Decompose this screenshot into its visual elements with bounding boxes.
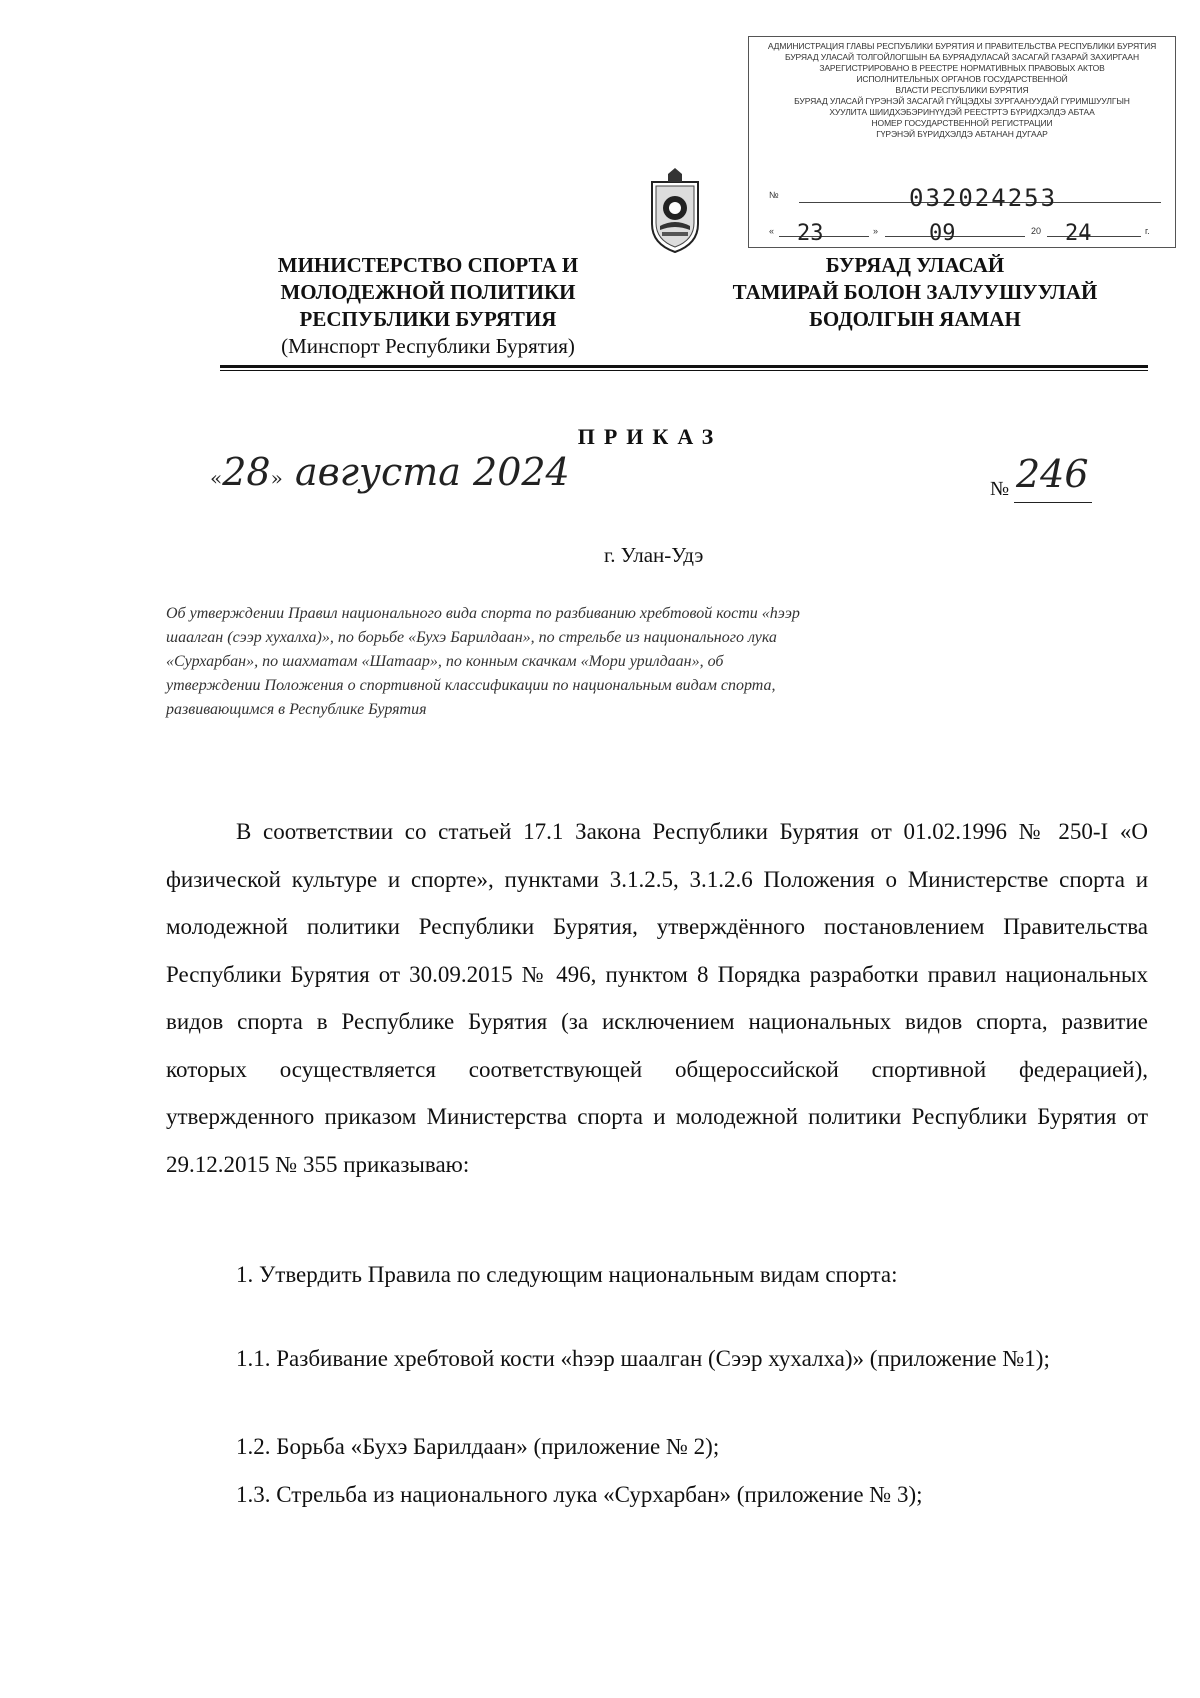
date-day-handwritten: 28	[222, 450, 271, 494]
order-item-1: 1. Утвердить Правила по следующим национальным видам спорта:	[236, 1262, 898, 1287]
stamp-date-year: 24	[1065, 221, 1092, 246]
stamp-line: ГҮРЭНЭЙ БҮРИДХЭЛДЭ АБТАНАН ДУГААР	[876, 129, 1048, 139]
document-subject: Об утверждении Правил национального вида спорта по разбиванию хребтовой кости «һээр шаалган (сээр хухалха)», по борьбе «Бухэ Барилдаан», по стрельбе из национального лука «Сурхарбан», по шахматам «Шатаар», по конным скачкам «Мори урилдаан», об утверждении Положения о спортивной классификации по национальным видам спорта, развивающимся в Республике Бурятия	[166, 605, 800, 718]
stamp-year-underline	[1047, 236, 1141, 237]
ministry-name-line: РЕСПУБЛИКИ БУРЯТИЯ	[299, 307, 557, 331]
stamp-line: ЗАРЕГИСТРИРОВАНО В РЕЕСТРЕ НОРМАТИВНЫХ ПРАВОВЫХ АКТОВ	[819, 63, 1105, 73]
order-item-1-1: 1.1. Разбивание хребтовой кости «һээр шаалган (Сээр хухалха)» (приложение №1);	[236, 1346, 1050, 1371]
stamp-date-open-quote: «	[769, 226, 775, 236]
header-divider-thin	[220, 370, 1148, 371]
document-preamble: В соответствии со статьей 17.1 Закона Республики Бурятия от 01.02.1996 № 250-I «О физической культуре и спорте», пунктами 3.1.2.5, 3.1.2.6 Положения о Министерстве спорта и молодежной политики Республики Бурятия, утверждённого постановлением Правительства Республики Бурятия от 30.09.2015 № 496, пунктом 8 Порядка разработки правил национальных видов спорта в Республике Бурятия (за исключением национальных видов спорта, развитие которых осуществляется соответствующей общероссийской спортивной федерацией), утвержденного приказом Министерства спорта и молодежной политики Республики Бурятия от 29.12.2015 № 355 приказываю:	[166, 819, 1148, 1177]
ministry-name-line: БУРЯАД УЛАСАЙ	[825, 253, 1005, 277]
stamp-line: ВЛАСТИ РЕСПУБЛИКИ БУРЯТИЯ	[895, 85, 1029, 95]
stamp-line: ХУУЛИТА ШИИДХЭБЭРИНҮҮДЭЙ РЕЕСТРТЭ БҮРИДХЭЛДЭ АБТАА	[829, 107, 1095, 117]
stamp-date-close-quote: »	[873, 226, 879, 236]
date-close-quote: »	[270, 466, 283, 490]
stamp-date-year-mark: г.	[1145, 226, 1150, 236]
order-item-1-2: 1.2. Борьба «Бухэ Барилдаан» (приложение № 2);	[236, 1434, 720, 1459]
date-month-year-handwritten: августа 2024	[294, 450, 570, 494]
document-date	[210, 450, 570, 494]
stamp-number-prefix: №	[769, 190, 779, 200]
stamp-day-underline	[779, 236, 869, 237]
stamp-date-year-prefix: 20	[1031, 226, 1042, 236]
document-city: г. Улан-Удэ	[604, 543, 704, 567]
registration-stamp	[748, 36, 1176, 248]
stamp-registration-number: 032024253	[909, 184, 1058, 212]
date-open-quote: «	[210, 466, 223, 490]
stamp-date-day: 23	[797, 221, 824, 246]
stamp-registration-number-row	[769, 177, 1161, 212]
ministry-name-russian	[228, 252, 628, 360]
stamp-date-row	[769, 211, 1161, 246]
stamp-line: НОМЕР ГОСУДАРСТВЕННОЙ РЕГИСТРАЦИИ	[871, 118, 1053, 128]
document-type-title: ПРИКАЗ	[577, 424, 723, 449]
coat-of-arms-emblem-icon	[648, 168, 702, 254]
header-divider-thick	[220, 365, 1148, 368]
ministry-name-line: МИНИСТЕРСТВО СПОРТА И	[277, 253, 579, 277]
stamp-line: БУРЯАД УЛАСАЙ ГҮРЭНЭЙ ЗАСАГАЙ ГҮЙЦЭДХЫ ЗУРГААНУУДАЙ ГҮРИМШУУЛГЫН	[794, 96, 1130, 106]
order-item-1-3: 1.3. Стрельба из национального лука «Сурхарбан» (приложение № 3);	[236, 1482, 923, 1507]
document-number-label: №	[990, 478, 1010, 500]
ministry-name-line: ТАМИРАЙ БОЛОН ЗАЛУУШУУЛАЙ	[732, 280, 1098, 304]
ministry-name-buryat	[700, 252, 1130, 333]
stamp-line: ИСПОЛНИТЕЛЬНЫХ ОРГАНОВ ГОСУДАРСТВЕННОЙ	[856, 74, 1068, 84]
stamp-line: АДМИНИСТРАЦИЯ ГЛАВЫ РЕСПУБЛИКИ БУРЯТИЯ И ПРАВИТЕЛЬСТВА РЕСПУБЛИКИ БУРЯТИЯ	[767, 41, 1157, 51]
ministry-name-line: МОЛОДЕЖНОЙ ПОЛИТИКИ	[280, 280, 576, 304]
ministry-name-line: БОДОЛГЫН ЯАМАН	[809, 307, 1021, 331]
document-number-handwritten: 246	[1016, 452, 1089, 496]
stamp-line: БУРЯАД УЛАСАЙ ТОЛГОЙЛОГШЫН БА БУРЯАДУЛАСАЙ ЗАСАГАЙ ГАЗАРАЙ ЗАХИРГААН	[784, 52, 1140, 62]
ministry-abbreviation: (Минспорт Республики Бурятия)	[281, 334, 575, 358]
document-number-underline	[1014, 502, 1092, 503]
stamp-date-month: 09	[929, 221, 956, 246]
